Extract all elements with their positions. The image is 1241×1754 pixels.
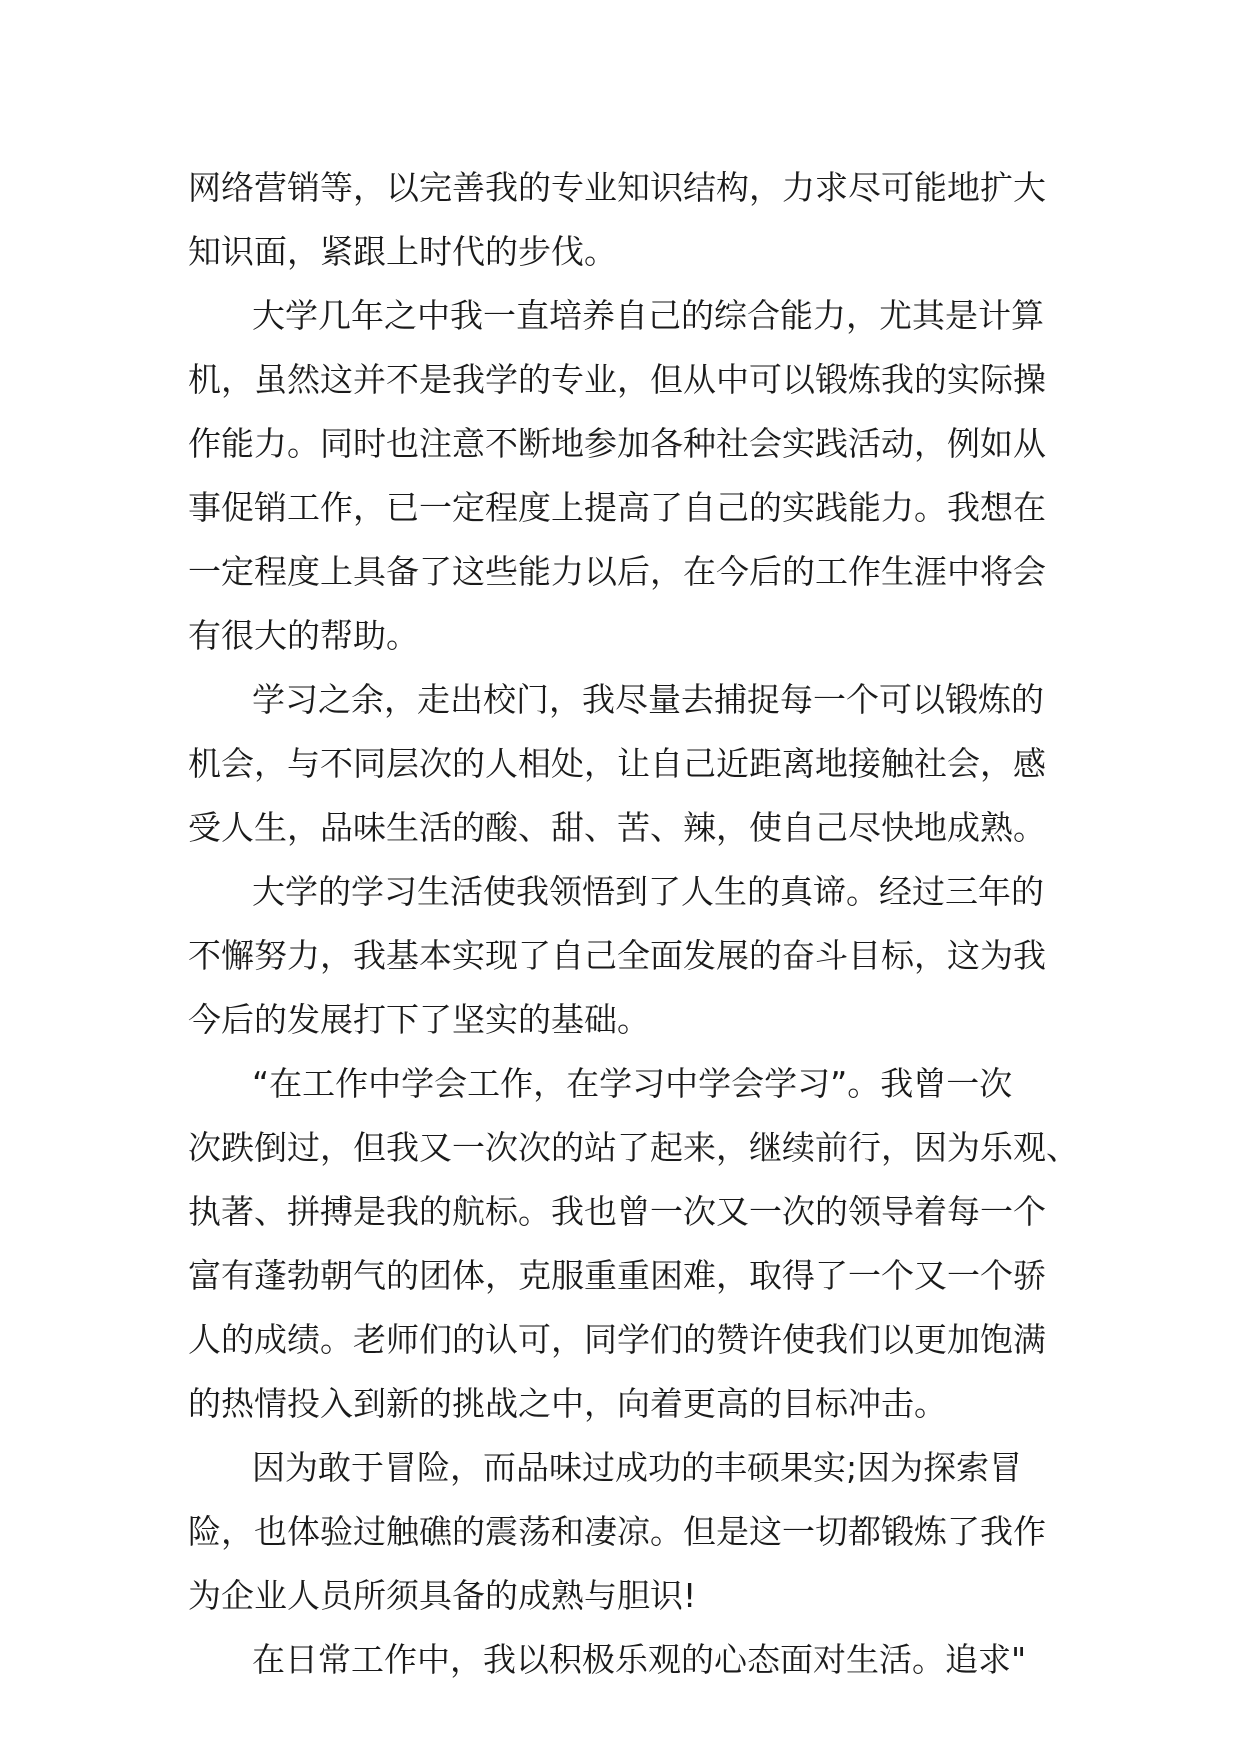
text-line: 受人生，品味生活的酸、甜、苦、辣，使自己尽快地成熟。 [188, 808, 1046, 847]
text-line: 网络营销等，以完善我的专业知识结构，力求尽可能地扩大 [188, 168, 1046, 207]
text-line: 一定程度上具备了这些能力以后，在今后的工作生涯中将会 [188, 552, 1046, 591]
text-line: 险，也体验过触礁的震荡和凄凉。但是这一切都锻炼了我作 [188, 1512, 1046, 1551]
text-line: 的热情投入到新的挑战之中，向着更高的目标冲击。 [188, 1384, 947, 1423]
text-line: 次跌倒过，但我又一次次的站了起来，继续前行，因为乐观、 [188, 1128, 1079, 1167]
text-line: 机，虽然这并不是我学的专业，但从中可以锻炼我的实际操 [188, 360, 1046, 399]
text-line: 作能力。同时也注意不断地参加各种社会实践活动，例如从 [188, 424, 1046, 463]
text-line: 今后的发展打下了坚实的基础。 [188, 1000, 650, 1039]
text-line: 机会，与不同层次的人相处，让自己近距离地接触社会，感 [188, 744, 1046, 783]
paragraph-first-line: “在工作中学会工作，在学习中学会学习”。我曾一次 [252, 1064, 1013, 1103]
text-line: 知识面，紧跟上时代的步伐。 [188, 232, 617, 271]
text-line: 不懈努力，我基本实现了自己全面发展的奋斗目标，这为我 [188, 936, 1046, 975]
paragraph-first-line: 在日常工作中，我以积极乐观的心态面对生活。追求" [252, 1640, 1027, 1679]
text-line: 为企业人员所须具备的成熟与胆识! [188, 1576, 697, 1615]
paragraph-first-line: 大学的学习生活使我领悟到了人生的真谛。经过三年的 [252, 872, 1044, 911]
text-line: 人的成绩。老师们的认可，同学们的赞许使我们以更加饱满 [188, 1320, 1046, 1359]
paragraph-first-line: 学习之余，走出校门，我尽量去捕捉每一个可以锻炼的 [252, 680, 1044, 719]
text-line: 有很大的帮助。 [188, 616, 419, 655]
text-line: 富有蓬勃朝气的团体，克服重重困难，取得了一个又一个骄 [188, 1256, 1046, 1295]
text-line: 执著、拼搏是我的航标。我也曾一次又一次的领导着每一个 [188, 1192, 1046, 1231]
text-line: 事促销工作，已一定程度上提高了自己的实践能力。我想在 [188, 488, 1046, 527]
paragraph-first-line: 大学几年之中我一直培养自己的综合能力，尤其是计算 [252, 296, 1044, 335]
paragraph-first-line: 因为敢于冒险，而品味过成功的丰硕果实;因为探索冒 [252, 1448, 1023, 1487]
